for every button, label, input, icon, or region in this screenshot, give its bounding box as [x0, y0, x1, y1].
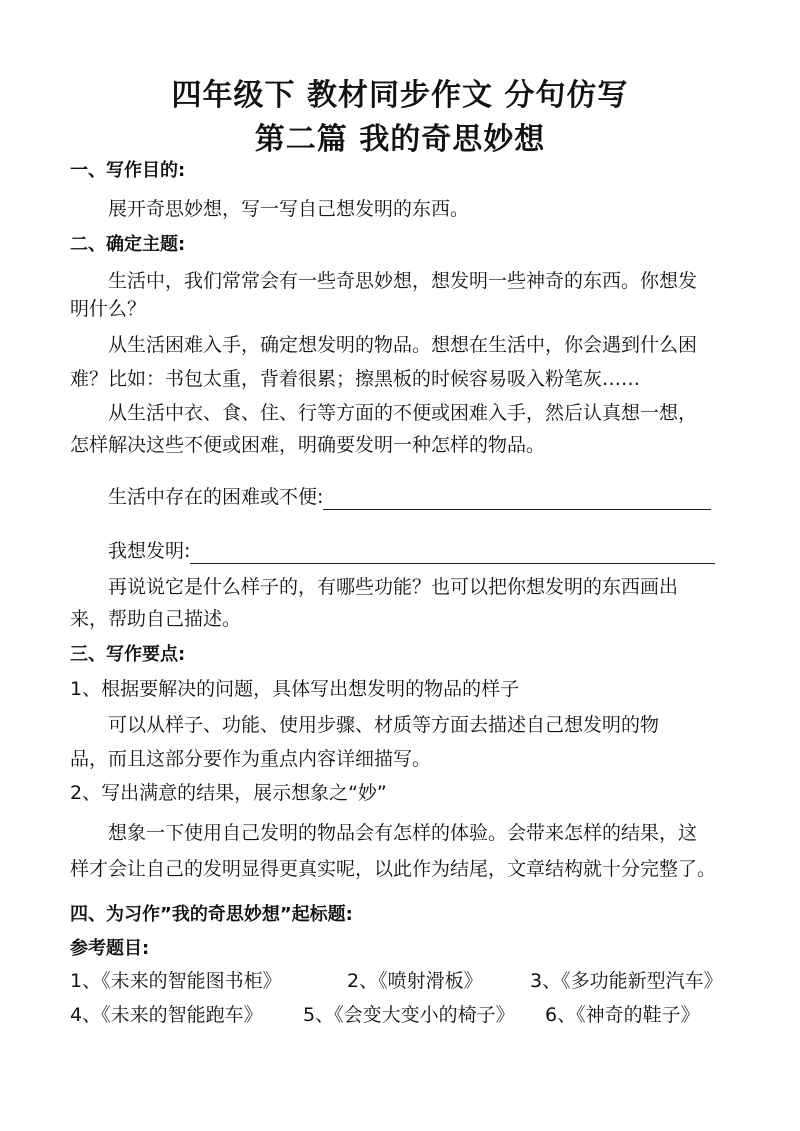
section2-p2-line2: 难？比如：书包太重，背着很累；擦黑板的时候容易吸入粉笔灰……	[70, 368, 641, 390]
fill-in-invention	[108, 538, 735, 564]
fill-in-invention-blank[interactable]	[190, 543, 715, 564]
section3-point1-line2: 品，而且这部分要作为重点内容详细描写。	[70, 748, 432, 770]
fill-in-difficulty-label: 生活中存在的困难或不便:	[108, 486, 324, 508]
section3-heading: 三、写作要点:	[70, 644, 186, 665]
section3-point1: 1、根据要解决的问题，具体写出想发明的物品的样子	[70, 678, 520, 700]
reference-topics-heading: 参考题目:	[70, 938, 150, 959]
section2-p2-line1: 从生活困难入手，确定想发明的物品。想想在生活中，你会遇到什么困	[108, 334, 698, 356]
section3-point2-line2: 样才会让自己的发明显得更真实呢，以此作为结尾，文章结构就十分完整了。	[70, 858, 717, 880]
section2-p1-line2: 明什么？	[70, 298, 147, 320]
topic-item: 3、《多功能新型汽车》	[530, 970, 723, 992]
section2-p4-line2: 来，帮助自己描述。	[70, 608, 242, 630]
section1-text: 展开奇思妙想，写一写自己想发明的东西。	[108, 198, 470, 220]
section3-point1-line1: 可以从样子、功能、使用步骤、材质等方面去描述自己想发明的物	[108, 714, 660, 736]
section2-p4-line1: 再说说它是什么样子的，有哪些功能？也可以把你想发明的东西画出	[108, 576, 679, 598]
section2-p3-line1: 从生活中衣、食、住、行等方面的不便或困难入手，然后认真想一想，	[108, 402, 698, 424]
section2-p3-line2: 怎样解决这些不便或困难，明确要发明一种怎样的物品。	[70, 434, 546, 456]
section2-p1-line1: 生活中，我们常常会有一些奇思妙想，想发明一些神奇的东西。你想发	[108, 270, 698, 292]
document-subtitle: 第二篇 我的奇思妙想	[254, 122, 546, 157]
document-title: 四年级下 教材同步作文 分句仿写	[171, 78, 629, 113]
section4-heading: 四、为习作”我的奇思妙想”起标题:	[70, 904, 353, 925]
section3-point2-line1: 想象一下使用自己发明的物品会有怎样的体验。会带来怎样的结果，这	[108, 822, 698, 844]
fill-in-difficulty	[108, 484, 735, 510]
fill-in-difficulty-blank[interactable]	[323, 489, 711, 510]
fill-in-invention-label: 我想发明:	[108, 540, 191, 562]
section1-heading: 一、写作目的:	[70, 160, 186, 181]
topic-item: 2、《喷射滑板》	[347, 970, 483, 992]
topic-item: 1、《未来的智能图书柜》	[70, 970, 282, 992]
section3-point2: 2、写出满意的结果，展示想象之“妙”	[70, 782, 387, 804]
topic-item: 5、《会变大变小的椅子》	[303, 1004, 515, 1026]
topic-item: 6、《神奇的鞋子》	[545, 1004, 700, 1026]
section2-heading: 二、确定主题:	[70, 234, 186, 255]
topic-item: 4、《未来的智能跑车》	[70, 1004, 263, 1026]
